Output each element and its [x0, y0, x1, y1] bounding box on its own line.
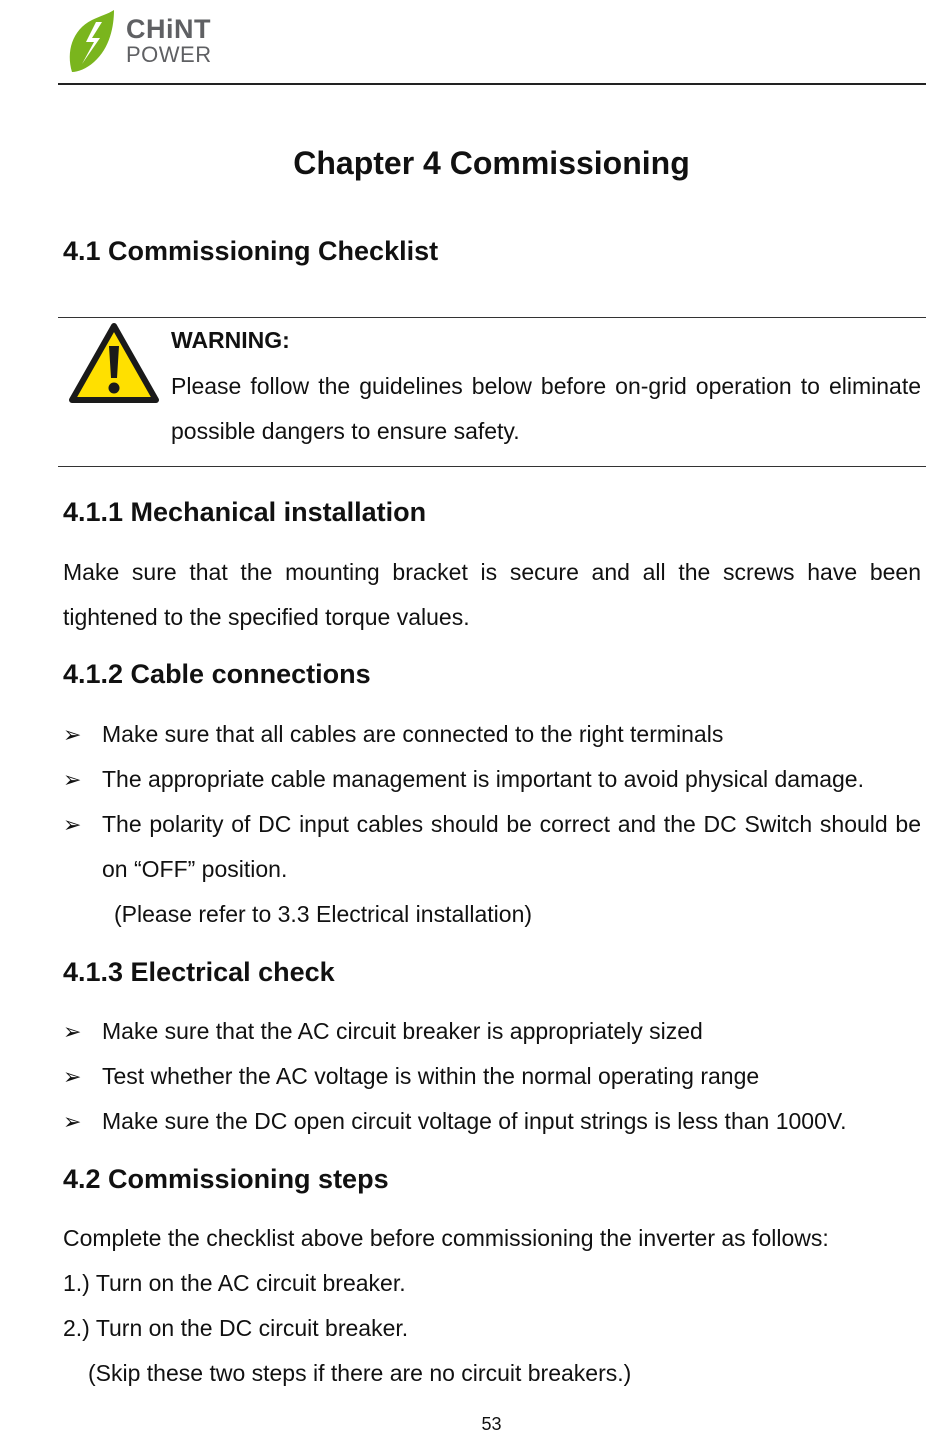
section-heading-4-1: 4.1 Commissioning Checklist [63, 236, 439, 266]
arrow-bullet-icon: ➢ [63, 1019, 82, 1044]
commissioning-steps [63, 1216, 921, 1396]
logo-wordmark [126, 16, 212, 66]
step-item: 2.) Turn on the DC circuit breaker. [63, 1315, 409, 1341]
electrical-check-list [63, 1009, 921, 1144]
list-item [63, 1054, 921, 1099]
steps-intro: Complete the checklist above before commissioning the inverter as follows: [63, 1225, 829, 1251]
list-item-text: Make sure that the AC circuit breaker is appropriately sized [102, 1018, 703, 1044]
page-number: 53 [481, 1414, 502, 1434]
arrow-bullet-icon: ➢ [63, 1109, 82, 1134]
list-item-text: The appropriate cable management is important to avoid physical damage. [102, 766, 864, 792]
section-heading-4-2: 4.2 Commissioning steps [63, 1164, 389, 1194]
logo-line1: CHiNT [126, 14, 211, 44]
chapter-title: Chapter 4 Commissioning [293, 145, 690, 181]
mechanical-text: Make sure that the mounting bracket is secure and all the screws have been tightened to the specified torque values. [63, 559, 921, 630]
warning-top-rule [58, 317, 926, 318]
list-item-text: Make sure that all cables are connected to the right terminals [102, 721, 724, 747]
logo-line2: POWER [126, 42, 212, 67]
section-heading-4-1-2: 4.1.2 Cable connections [63, 659, 371, 689]
list-item-text: The polarity of DC input cables should be correct and the DC Switch should be on “OFF” position. [102, 811, 921, 882]
section-heading-4-1-1: 4.1.1 Mechanical installation [63, 497, 427, 527]
cable-connections-list [63, 712, 921, 892]
list-item-text: Test whether the AC voltage is within the normal operating range [102, 1063, 760, 1089]
step-item: 1.) Turn on the AC circuit breaker. [63, 1270, 406, 1296]
arrow-bullet-icon: ➢ [63, 812, 82, 837]
steps-note: (Skip these two steps if there are no circuit breakers.) [88, 1360, 632, 1386]
list-item [63, 1099, 921, 1144]
header-divider [58, 83, 926, 85]
warning-title: WARNING: [171, 327, 290, 353]
arrow-bullet-icon: ➢ [63, 722, 82, 747]
section-heading-4-1-3: 4.1.3 Electrical check [63, 957, 335, 987]
list-item [63, 802, 921, 892]
arrow-bullet-icon: ➢ [63, 767, 82, 792]
warning-bottom-rule [58, 466, 926, 467]
list-item [63, 1009, 921, 1054]
cable-note: (Please refer to 3.3 Electrical installation) [114, 901, 533, 927]
list-item [63, 757, 921, 802]
list-item-text: Make sure the DC open circuit voltage of input strings is less than 1000V. [102, 1108, 847, 1134]
warning-triangle-icon [68, 322, 160, 404]
list-item [63, 712, 921, 757]
arrow-bullet-icon: ➢ [63, 1064, 82, 1089]
warning-text: Please follow the guidelines below before on-grid operation to eliminate possible dangers to ensure safety. [171, 373, 921, 444]
